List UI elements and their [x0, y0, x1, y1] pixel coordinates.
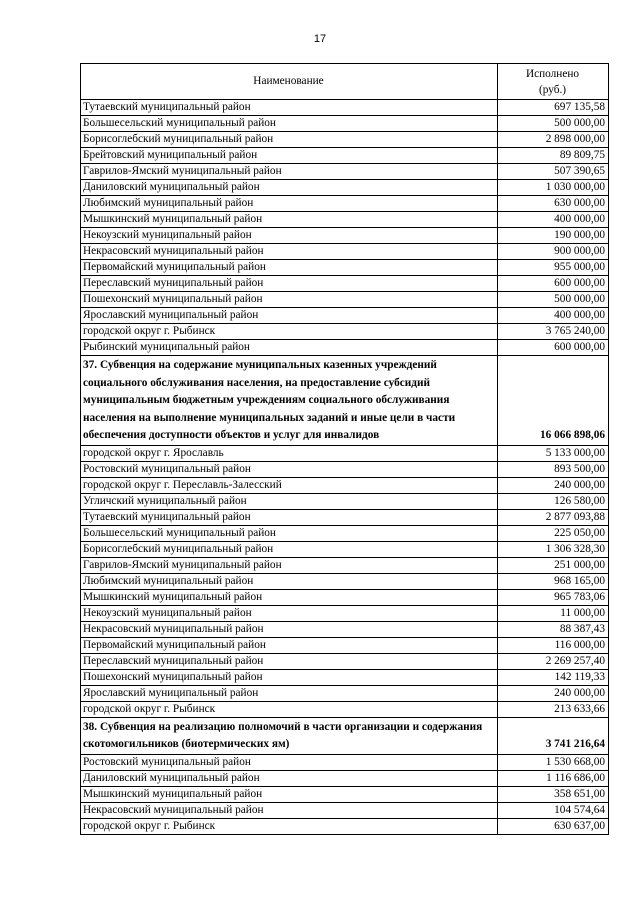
row-name: Некрасовский муниципальный район	[81, 802, 498, 818]
section-38-rows	[81, 754, 609, 834]
row-name: Борисоглебский муниципальный район	[81, 132, 498, 148]
row-name: Некоузский муниципальный район	[81, 605, 498, 621]
table-row	[81, 228, 609, 244]
table-row	[81, 100, 609, 116]
row-amount: 11 000,00	[498, 605, 609, 621]
row-amount: 116 000,00	[498, 637, 609, 653]
expenditure-table	[80, 63, 609, 835]
row-name: Ростовский муниципальный район	[81, 461, 498, 477]
row-amount: 1 306 328,30	[498, 541, 609, 557]
row-amount: 630 000,00	[498, 196, 609, 212]
section-38-total: 3 741 216,64	[498, 717, 609, 754]
table-row	[81, 180, 609, 196]
table-row	[81, 212, 609, 228]
row-amount: 213 633,66	[498, 701, 609, 717]
row-name: Первомайский муниципальный район	[81, 637, 498, 653]
row-name: Большесельский муниципальный район	[81, 116, 498, 132]
row-amount: 3 765 240,00	[498, 324, 609, 340]
table-row	[81, 461, 609, 477]
page-number: 17	[313, 33, 327, 45]
row-name: Даниловский муниципальный район	[81, 770, 498, 786]
row-amount: 1 530 668,00	[498, 754, 609, 770]
row-amount: 697 135,58	[498, 100, 609, 116]
row-name: Борисоглебский муниципальный район	[81, 541, 498, 557]
row-name: Мышкинский муниципальный район	[81, 212, 498, 228]
row-amount: 2 269 257,40	[498, 653, 609, 669]
row-name: Даниловский муниципальный район	[81, 180, 498, 196]
row-name: Брейтовский муниципальный район	[81, 148, 498, 164]
row-amount: 2 898 000,00	[498, 132, 609, 148]
row-amount: 500 000,00	[498, 292, 609, 308]
row-name: городской округ г. Переславль-Залесский	[81, 477, 498, 493]
section-37-heading-row	[81, 356, 609, 446]
row-amount: 225 050,00	[498, 525, 609, 541]
row-amount: 88 387,43	[498, 621, 609, 637]
row-amount: 89 809,75	[498, 148, 609, 164]
table-row	[81, 477, 609, 493]
row-name: Некоузский муниципальный район	[81, 228, 498, 244]
table-row	[81, 308, 609, 324]
table-row	[81, 164, 609, 180]
table-row	[81, 605, 609, 621]
table-row	[81, 340, 609, 356]
table-row	[81, 573, 609, 589]
table-row	[81, 292, 609, 308]
row-name: Некрасовский муниципальный район	[81, 621, 498, 637]
row-amount: 5 133 000,00	[498, 445, 609, 461]
table-row	[81, 324, 609, 340]
table-row	[81, 244, 609, 260]
row-amount: 190 000,00	[498, 228, 609, 244]
table-row	[81, 786, 609, 802]
table-row	[81, 754, 609, 770]
row-name: Рыбинский муниципальный район	[81, 340, 498, 356]
row-amount: 142 119,33	[498, 669, 609, 685]
row-amount: 104 574,64	[498, 802, 609, 818]
table-row	[81, 132, 609, 148]
row-name: Любимский муниципальный район	[81, 196, 498, 212]
table-row	[81, 541, 609, 557]
row-name: Тутаевский муниципальный район	[81, 509, 498, 525]
table-row	[81, 669, 609, 685]
section-37	[81, 356, 609, 446]
row-name: Пошехонский муниципальный район	[81, 669, 498, 685]
table-row	[81, 701, 609, 717]
table-row	[81, 818, 609, 834]
row-name: Переславский муниципальный район	[81, 653, 498, 669]
table-row	[81, 260, 609, 276]
row-amount: 400 000,00	[498, 308, 609, 324]
row-name: городской округ г. Рыбинск	[81, 701, 498, 717]
row-amount: 600 000,00	[498, 340, 609, 356]
row-amount: 955 000,00	[498, 260, 609, 276]
row-amount: 630 637,00	[498, 818, 609, 834]
row-name: городской округ г. Рыбинск	[81, 324, 498, 340]
section-38	[81, 717, 609, 754]
row-name: Ярославский муниципальный район	[81, 685, 498, 701]
table-row	[81, 445, 609, 461]
row-name: Мышкинский муниципальный район	[81, 589, 498, 605]
table-row	[81, 196, 609, 212]
table-row	[81, 637, 609, 653]
row-amount: 900 000,00	[498, 244, 609, 260]
section-37-rows	[81, 445, 609, 717]
table-row	[81, 509, 609, 525]
row-amount: 240 000,00	[498, 477, 609, 493]
row-amount: 507 390,65	[498, 164, 609, 180]
table-row	[81, 589, 609, 605]
table-row	[81, 653, 609, 669]
row-name: Большесельский муниципальный район	[81, 525, 498, 541]
section-37-total: 16 066 898,06	[498, 356, 609, 446]
row-name: Мышкинский муниципальный район	[81, 786, 498, 802]
table-row	[81, 802, 609, 818]
table-row	[81, 116, 609, 132]
section-38-heading-row	[81, 717, 609, 754]
column-header-amount	[498, 64, 609, 100]
row-amount: 400 000,00	[498, 212, 609, 228]
row-amount: 893 500,00	[498, 461, 609, 477]
table-row	[81, 770, 609, 786]
row-name: городской округ г. Рыбинск	[81, 818, 498, 834]
table-row	[81, 276, 609, 292]
row-name: Ростовский муниципальный район	[81, 754, 498, 770]
row-name: Пошехонский муниципальный район	[81, 292, 498, 308]
row-amount: 2 877 093,88	[498, 509, 609, 525]
row-name: Гаврилов-Ямский муниципальный район	[81, 164, 498, 180]
column-header-amount-line1: Исполнено	[525, 68, 580, 80]
row-name: Некрасовский муниципальный район	[81, 244, 498, 260]
row-amount: 600 000,00	[498, 276, 609, 292]
rows-top	[81, 100, 609, 356]
row-amount: 126 580,00	[498, 493, 609, 509]
table-row	[81, 148, 609, 164]
section-37-title: 37. Субвенция на содержание муниципальных казенных учреждений социального обслуживания населения, на предоставление субсидий муниципальным бюджетным учреждениям социального обслуживания населения на выполнение муниципальных заданий и иные цели в части обеспечения доступности объектов и услуг для инвалидов	[81, 356, 498, 446]
row-amount: 965 783,06	[498, 589, 609, 605]
row-name: Переславский муниципальный район	[81, 276, 498, 292]
row-name: городской округ г. Ярославль	[81, 445, 498, 461]
table-row	[81, 493, 609, 509]
column-header-name: Наименование	[81, 64, 498, 100]
row-name: Угличский муниципальный район	[81, 493, 498, 509]
column-header-amount-line2: (руб.)	[538, 84, 567, 96]
table-row	[81, 525, 609, 541]
section-38-title: 38. Субвенция на реализацию полномочий в части организации и содержания скотомогильников (биотермических ям)	[81, 717, 498, 754]
table-header	[81, 64, 609, 100]
row-name: Ярославский муниципальный район	[81, 308, 498, 324]
row-amount: 500 000,00	[498, 116, 609, 132]
row-name: Первомайский муниципальный район	[81, 260, 498, 276]
row-name: Тутаевский муниципальный район	[81, 100, 498, 116]
row-amount: 240 000,00	[498, 685, 609, 701]
row-amount: 1 116 686,00	[498, 770, 609, 786]
row-amount: 358 651,00	[498, 786, 609, 802]
row-amount: 251 000,00	[498, 557, 609, 573]
row-amount: 968 165,00	[498, 573, 609, 589]
row-name: Любимский муниципальный район	[81, 573, 498, 589]
table-row	[81, 557, 609, 573]
table-row	[81, 685, 609, 701]
table-row	[81, 621, 609, 637]
row-amount: 1 030 000,00	[498, 180, 609, 196]
row-name: Гаврилов-Ямский муниципальный район	[81, 557, 498, 573]
